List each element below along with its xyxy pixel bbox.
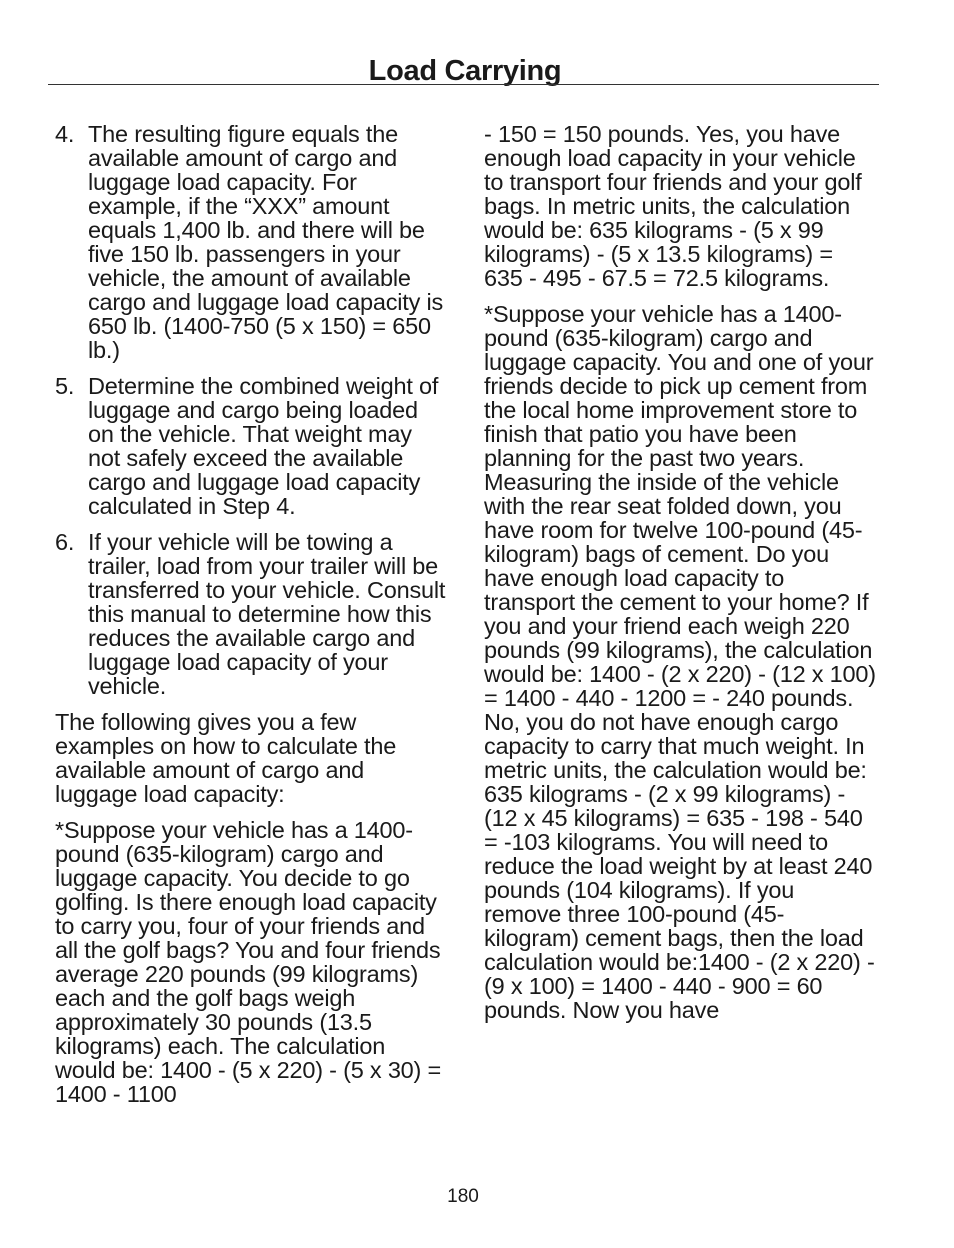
step-number: 4.	[55, 121, 75, 147]
steps-list	[55, 122, 447, 698]
step-6	[55, 530, 447, 698]
step-4	[55, 122, 447, 362]
right-column	[484, 122, 876, 1034]
page-number: 180	[447, 1186, 479, 1207]
golf-example-continued: - 150 = 150 pounds. Yes, you have enough load capacity in your vehicle to transport four friends and your golf bags. In metric units, the calculation would be: 635 kilograms - (5 x 99 kilograms) - (5 x 13.5 kilograms) = 635 - 495 - 67.5 = 72.5 kilograms.	[484, 121, 862, 291]
step-text: The resulting figure equals the available amount of cargo and luggage load capacity. For example, if the “XXX” amount equals 1,400 lb. and there will be five 150 lb. passengers in your vehicle, the amount of available cargo and luggage load capacity is 650 lb. (1400-750 (5 x 150) = 650 lb.)	[88, 121, 444, 363]
examples-intro: The following gives you a few examples on how to calculate the available amount of cargo and luggage load capacity:	[55, 709, 397, 807]
header-divider	[48, 84, 879, 85]
step-5	[55, 374, 447, 518]
step-text: Determine the combined weight of luggage and cargo being loaded on the vehicle. That weight may not safely exceed the available cargo and luggage load capacity calculated in Step 4.	[88, 373, 439, 519]
step-number: 5.	[55, 373, 75, 399]
step-text: If your vehicle will be towing a trailer, load from your trailer will be transferred to your vehicle. Consult this manual to determine how this reduces the available cargo and luggage load capacity of your vehicle.	[88, 529, 446, 699]
page-title: Load Carrying	[368, 55, 562, 88]
cement-example-paragraph: *Suppose your vehicle has a 1400-pound (635-kilogram) cargo and luggage capacity. You and one of your friends decide to pick up cement from the local home improvement store to finish that patio you have been planning for the past two years. Measuring the inside of the vehicle with the rear seat folded down, you have room for twelve 100-pound (45-kilogram) bags of cement. Do you have enough load capacity to transport the cement to your home? If you and your friend each weigh 220 pounds (99 kilograms), the calculation would be: 1400 - (2 x 220) - (12 x 100) = 1400 - 440 - 1200 = - 240 pounds. No, you do not have enough cargo capacity to carry that much weight. In metric units, the calculation would be: 635 kilograms - (2 x 99 kilograms) - (12 x 45 kilograms) = 635 - 198 - 540 = -103 kilograms. You will need to reduce the load weight by at least 240 pounds (104 kilograms). If you remove three 100-pound (45-kilogram) cement bags, then the load calculation would be:1400 - (2 x 220) - (9 x 100) = 1400 - 440 - 900 = 60 pounds. Now you have	[484, 301, 876, 1023]
left-column	[55, 122, 447, 1118]
golf-example-paragraph: *Suppose your vehicle has a 1400-pound (635-kilogram) cargo and luggage capacity. You decide to go golfing. Is there enough load capacity to carry you, four of your friends and all the golf bags? You and four friends average 220 pounds (99 kilograms) each and the golf bags weigh approximately 30 pounds (13.5 kilograms) each. The calculation would be: 1400 - (5 x 220) - (5 x 30) = 1400 - 1100	[55, 817, 442, 1107]
step-number: 6.	[55, 529, 75, 555]
